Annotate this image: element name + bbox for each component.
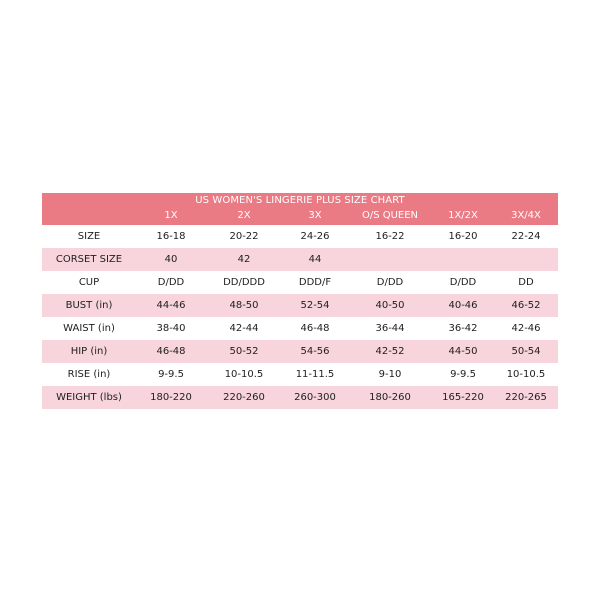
table-row-weight (42, 386, 558, 409)
table-cell: 20-22 (229, 231, 259, 242)
table-cell: 44 (308, 254, 322, 265)
size-chart-table (42, 193, 558, 409)
table-cell: 180-260 (369, 392, 411, 403)
table-cell: 42-44 (229, 323, 259, 334)
table-header (42, 193, 558, 225)
table-cell: D/DD (376, 277, 404, 288)
table-cell: 46-48 (156, 346, 186, 357)
table-cell: 16-20 (448, 231, 478, 242)
table-body (42, 225, 558, 409)
size-header-1x: 1X (164, 210, 178, 221)
size-header-row (42, 208, 558, 225)
table-cell: 38-40 (156, 323, 186, 334)
row-label: WEIGHT (lbs) (56, 392, 122, 403)
row-label: SIZE (77, 231, 101, 242)
table-title: US WOMEN'S LINGERIE PLUS SIZE CHART (195, 195, 405, 206)
table-row-rise (42, 363, 558, 386)
table-cell: DDD/F (298, 277, 332, 288)
table-cell: 40 (164, 254, 178, 265)
table-cell: DD/DDD (223, 277, 265, 288)
row-label: HIP (in) (70, 346, 108, 357)
size-header-3x-4x: 3X/4X (511, 210, 541, 221)
table-row-size (42, 225, 558, 248)
table-cell: D/DD (449, 277, 477, 288)
table-cell: 9-10 (378, 369, 402, 380)
table-cell: 165-220 (442, 392, 484, 403)
header-label-spacer (42, 208, 136, 225)
table-cell: 9-9.5 (450, 369, 476, 380)
table-cell: 10-10.5 (224, 369, 264, 380)
table-cell: 24-26 (300, 231, 330, 242)
table-row-waist (42, 317, 558, 340)
table-cell: 40-50 (375, 300, 405, 311)
table-row-hip (42, 340, 558, 363)
table-cell: 46-48 (300, 323, 330, 334)
table-cell: 54-56 (300, 346, 330, 357)
row-label: CUP (78, 277, 100, 288)
table-cell: DD (518, 277, 534, 288)
table-cell: 44-46 (156, 300, 186, 311)
table-cell: 40-46 (448, 300, 478, 311)
table-cell: 9-9.5 (158, 369, 184, 380)
table-cell: 50-52 (229, 346, 259, 357)
table-cell: 11-11.5 (295, 369, 335, 380)
table-cell: 36-44 (375, 323, 405, 334)
table-cell: 36-42 (448, 323, 478, 334)
table-cell: 48-50 (229, 300, 259, 311)
table-cell: 42-52 (375, 346, 405, 357)
table-cell: 220-260 (223, 392, 265, 403)
table-row-cup (42, 271, 558, 294)
row-label: RISE (in) (67, 369, 111, 380)
table-cell: 52-54 (300, 300, 330, 311)
table-cell: 46-52 (511, 300, 541, 311)
row-label: WAIST (in) (63, 323, 115, 334)
row-label: CORSET SIZE (55, 254, 123, 265)
row-label: BUST (in) (65, 300, 113, 311)
size-header-os-queen: O/S QUEEN (361, 210, 419, 221)
table-cell: 16-18 (156, 231, 186, 242)
size-header-2x: 2X (237, 210, 251, 221)
table-cell: 42 (237, 254, 251, 265)
table-cell: 10-10.5 (506, 369, 546, 380)
table-cell: 44-50 (448, 346, 478, 357)
table-cell: D/DD (157, 277, 185, 288)
table-cell: 42-46 (511, 323, 541, 334)
size-header-1x-2x: 1X/2X (448, 210, 478, 221)
table-cell: 22-24 (511, 231, 541, 242)
table-cell: 220-265 (505, 392, 547, 403)
table-cell: 16-22 (375, 231, 405, 242)
table-cell: 50-54 (511, 346, 541, 357)
table-row-bust (42, 294, 558, 317)
table-cell: 260-300 (294, 392, 336, 403)
table-row-corset-size (42, 248, 558, 271)
size-header-3x: 3X (308, 210, 322, 221)
table-cell: 180-220 (150, 392, 192, 403)
